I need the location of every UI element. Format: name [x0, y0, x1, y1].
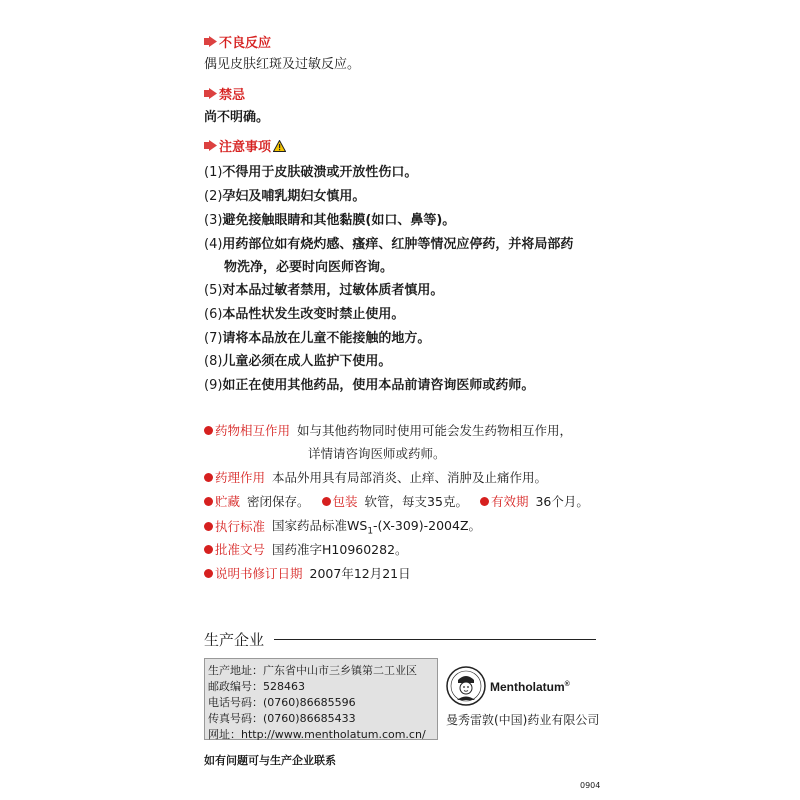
contraindications-text: 尚不明确。 — [204, 110, 270, 125]
red-dot-icon — [204, 522, 213, 531]
red-dot-icon — [322, 497, 331, 506]
logo-wordmark: Mentholatum® — [490, 680, 570, 694]
approval-label: 批准文号 — [215, 542, 266, 557]
standard-text: 国家药品标准$WS_1-(X-309)-2004Z$。 — [272, 518, 482, 537]
footer-note: 如有问题可与生产企业联系 — [204, 754, 336, 767]
contact-fax: 传真号码：(0760)86685433 — [208, 712, 356, 725]
precaution-item: (1)不得用于皮肤破溃或开放性伤口。 — [204, 165, 418, 180]
pharmacology-label: 药理作用 — [215, 470, 266, 485]
precaution-item: (3)避免接触眼睛和其他黏膜(如口、鼻等)。 — [204, 213, 456, 228]
precaution-item: (4)用药部位如有烧灼感、瘙痒、红肿等情况应停药，并将局部药 — [204, 237, 574, 252]
precaution-item: (5)对本品过敏者禁用，过敏体质者慎用。 — [204, 283, 444, 298]
divider-line — [274, 639, 596, 640]
precaution-item: (8)儿童必须在成人监护下使用。 — [204, 354, 392, 369]
storage-text: 密闭保存。 — [247, 494, 310, 509]
contact-address: 生产地址：广东省中山市三乡镇第二工业区 — [208, 664, 417, 677]
storage-label: 贮藏 — [215, 494, 241, 509]
red-dot-icon — [204, 545, 213, 554]
warning-icon — [273, 140, 286, 152]
arrow-bullet-icon — [204, 36, 217, 47]
interaction-label: 药物相互作用 — [215, 423, 291, 438]
company-name: 曼秀雷敦(中国)药业有限公司 — [446, 713, 600, 727]
contact-phone: 电话号码：(0760)86685596 — [208, 696, 356, 709]
interaction-text: 如与其他药物同时使用可能会发生药物相互作用， — [297, 423, 573, 438]
storage-package-row — [204, 492, 589, 510]
mentholatum-nurse-logo-icon — [446, 666, 486, 706]
contact-website[interactable]: 网址：http://www.mentholatum.com.cn/ — [208, 728, 426, 741]
validity-text: 36个月。 — [535, 494, 589, 509]
contact-postcode: 邮政编号：528463 — [208, 680, 305, 693]
print-code: 0904 — [580, 781, 601, 790]
red-dot-icon — [204, 569, 213, 578]
manufacturer-title: 生产企业 — [204, 631, 265, 649]
contact-box — [204, 658, 438, 740]
precaution-item: (2)孕妇及哺乳期妇女慎用。 — [204, 189, 366, 204]
adverse-heading: 不良反应 — [204, 32, 271, 51]
package-label: 包装 — [332, 494, 358, 509]
pharmacology-row — [204, 468, 547, 486]
adverse-text: 偶见皮肤红斑及过敏反应。 — [204, 57, 361, 72]
arrow-bullet-icon — [204, 140, 217, 151]
approval-text: 国药准字H10960282。 — [272, 542, 408, 557]
interaction-row — [204, 421, 572, 439]
precaution-item-continued: 物洗净，必要时向医师咨询。 — [224, 260, 394, 275]
arrow-bullet-icon — [204, 88, 217, 99]
revision-row — [204, 564, 411, 582]
pharmacology-text: 本品外用具有局部消炎、止痒、消肿及止痛作用。 — [272, 470, 548, 485]
precaution-item: (6)本品性状发生改变时禁止使用。 — [204, 307, 405, 322]
red-dot-icon — [204, 473, 213, 482]
precautions-heading: 注意事项 — [204, 136, 286, 155]
red-dot-icon — [480, 497, 489, 506]
revision-text: 2007年12月21日 — [309, 566, 411, 581]
contraindications-heading: 禁忌 — [204, 84, 245, 103]
standard-label: 执行标准 — [215, 519, 266, 535]
package-text: 软管，每支35克。 — [364, 494, 468, 509]
interaction-text-2: 详情请咨询医师或药师。 — [308, 446, 446, 461]
precaution-item: (7)请将本品放在儿童不能接触的地方。 — [204, 331, 431, 346]
precaution-item: (9)如正在使用其他药品，使用本品前请咨询医师或药师。 — [204, 378, 535, 393]
standard-row — [204, 516, 481, 537]
approval-row — [204, 540, 408, 558]
red-dot-icon — [204, 426, 213, 435]
red-dot-icon — [204, 497, 213, 506]
validity-label: 有效期 — [490, 494, 529, 509]
revision-label: 说明书修订日期 — [215, 566, 303, 581]
